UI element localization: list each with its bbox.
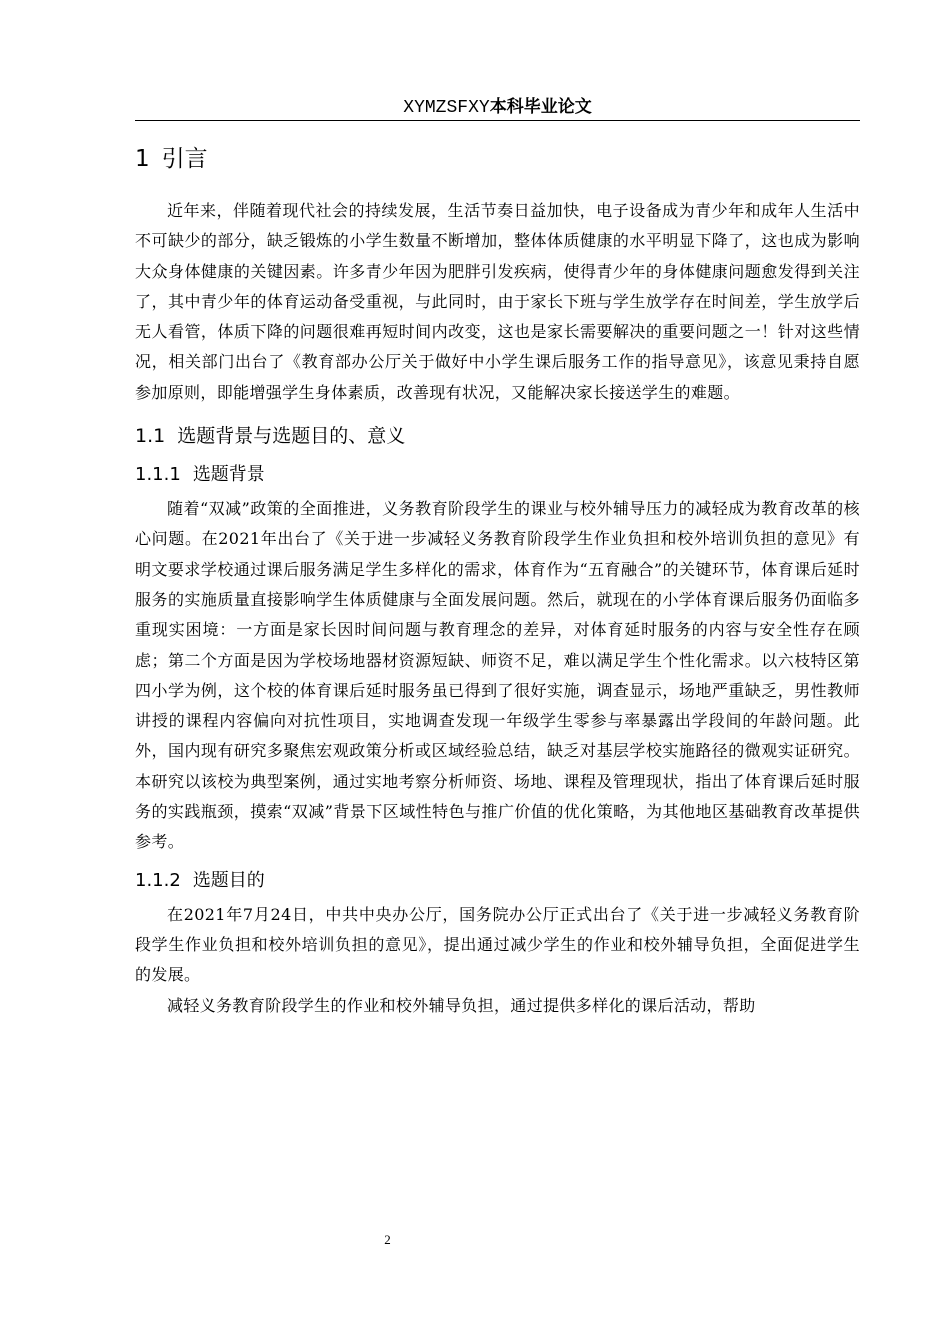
section-title: 选题目的 [192,869,265,891]
section-title: 引言 [161,146,208,172]
section-heading-1-1-2 [135,866,860,896]
section-number: 1.1.1 [135,464,181,486]
page-number: 2 [384,1232,391,1247]
purpose-paragraph-2: 减轻义务教育阶段学生的作业和校外辅导负担，通过提供多样化的课后活动，帮助 [167,995,756,1015]
header-thesis-label: 本科毕业论文 [489,97,592,117]
intro-paragraph: 近年来，伴随着现代社会的持续发展，生活节奏日益加快，电子设备成为青少年和成年人生活中不可缺少的部分，缺乏锻炼的小学生数量不断增加，整体体质健康的水平明显下降了，这也成为影响大众身体健康的关键因素。许多青少年因为肥胖引发疾病，使得青少年的身体健康问题愈发得到关注了，其中青少年的体育运动备受重视，与此同时，由于家长下班与学生放学存在时间差，学生放学后无人看管，体质下降的问题很难再短时间内改变，这也是家长需要解决的重要问题之一！针对这些情况，相关部门出台了《教育部办公厅关于做好中小学生课后服务工作的指导意见》，该意见秉持自愿参加原则，即能增强学生身体素质，改善现有状况，又能解决家长接送学生的难题。 [135,201,860,402]
section-title: 选题背景 [192,464,265,486]
section-title: 选题背景与选题目的、意义 [177,425,406,448]
document-body [135,140,860,1021]
section-number: 1 [135,146,150,172]
section-heading-intro [135,140,860,178]
section-heading-1-1-1 [135,460,860,490]
section-heading-1-1 [135,420,860,452]
section-number: 1.1.2 [135,869,181,891]
page-header [135,92,860,121]
header-school-code: XYMZSFXY [403,98,490,118]
purpose-paragraph-1: 在2021年7月24日，中共中央办公厅，国务院办公厅正式出台了《关于进一步减轻义务教育阶段学生作业负担和校外培训负担的意见》，提出通过减少学生的作业和校外辅导负担，全面促进学生的发展。 [135,904,860,985]
background-paragraph: 随着“双减”政策的全面推进，义务教育阶段学生的课业与校外辅导压力的减轻成为教育改革的核心问题。在2021年出台了《关于进一步减轻义务教育阶段学生作业负担和校外培训负担的意见》有明文要求学校通过课后服务满足学生多样化的需求，体育作为“五育融合”的关键环节，体育课后延时服务的实施质量直接影响学生体质健康与全面发展问题。然后，就现在的小学体育课后服务仍面临多重现实困境：一方面是家长因时间问题与教育理念的差异，对体育延时服务的内容与安全性存在顾虑；第二个方面是因为学校场地器材资源短缺、师资不足，难以满足学生个性化需求。以六枝特区第四小学为例，这个校的体育课后延时服务虽已得到了很好实施，调查显示，场地严重缺乏，男性教师讲授的课程内容偏向对抗性项目，实地调查发现一年级学生零参与率暴露出学段间的年龄问题。此外，国内现有研究多聚焦宏观政策分析或区域经验总结，缺乏对基层学校实施路径的微观实证研究。本研究以该校为典型案例，通过实地考察分析师资、场地、课程及管理现状，指出了体育课后延时服务的实践瓶颈，摸索“双减”背景下区域性特色与推广价值的优化策略，为其他地区基础教育改革提供参考。 [135,499,860,852]
section-number: 1.1 [135,425,166,448]
